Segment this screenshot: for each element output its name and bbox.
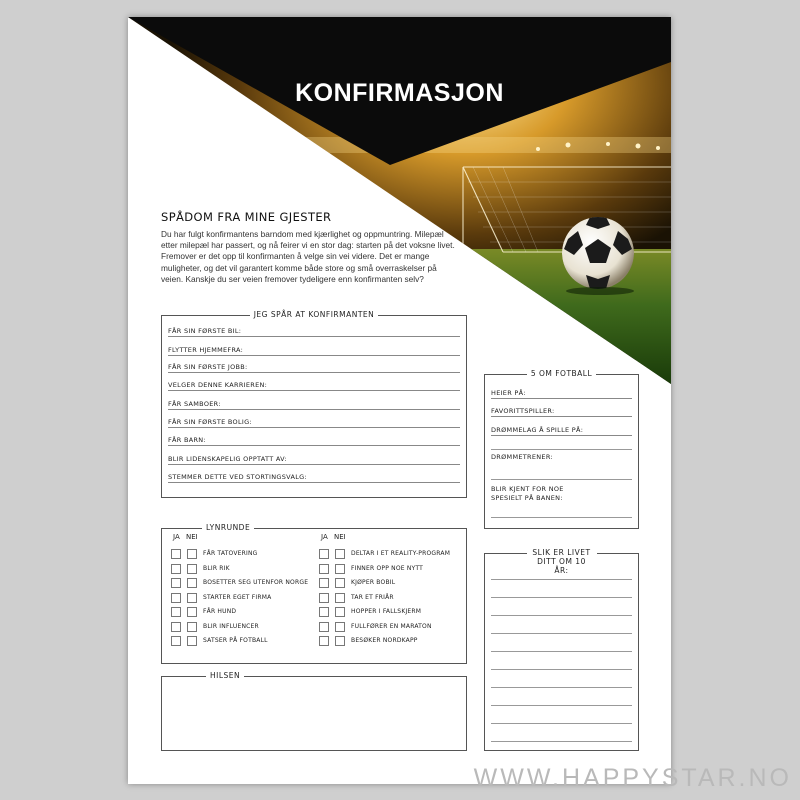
ja-checkbox[interactable]	[319, 636, 329, 646]
predict-box-title: JEG SPÅR AT KONFIRMANTEN	[250, 310, 379, 319]
life-line[interactable]	[491, 741, 632, 742]
ja-checkbox[interactable]	[319, 578, 329, 588]
life-line[interactable]	[491, 669, 632, 670]
greeting-title: HILSEN	[206, 671, 244, 680]
predict-field-9[interactable]: STEMMER DETTE VED STORTINGSVALG:	[168, 473, 460, 483]
lightning-round-label: BLIR RIK	[203, 564, 230, 572]
football-field-4[interactable]: DRØMMETRENER:	[491, 453, 553, 461]
life-line[interactable]	[491, 651, 632, 652]
predict-field-4[interactable]: VELGER DENNE KARRIEREN:	[168, 381, 460, 391]
form-sheet	[128, 17, 671, 784]
life-line[interactable]	[491, 579, 632, 580]
predict-field-6[interactable]: FÅR SIN FØRSTE BOLIG:	[168, 418, 460, 428]
lightning-round-label: TAR ET FRIÅR	[351, 593, 394, 601]
football-field-2[interactable]: FAVORITTSPILLER:	[491, 407, 632, 417]
nei-checkbox[interactable]	[335, 564, 345, 574]
nei-checkbox[interactable]	[335, 607, 345, 617]
ja-checkbox[interactable]	[171, 549, 181, 559]
lightning-round-box	[161, 523, 467, 664]
lightning-round-label: STARTER EGET FIRMA	[203, 593, 272, 601]
lightning-round-label: BESØKER NORDKAPP	[351, 637, 418, 644]
football-field-1[interactable]: HEIER PÅ:	[491, 389, 632, 399]
life-line[interactable]	[491, 615, 632, 616]
life-line[interactable]	[491, 687, 632, 688]
nei-checkbox[interactable]	[335, 636, 345, 646]
nei-checkbox[interactable]	[187, 564, 197, 574]
ja-label-left: JA	[173, 533, 180, 541]
nei-checkbox[interactable]	[335, 549, 345, 559]
nei-label-right: NEI	[334, 533, 346, 541]
ja-checkbox[interactable]	[171, 564, 181, 574]
lightning-round-label: FÅR TATOVERING	[203, 550, 258, 557]
lightning-round-label: FINNER OPP NOE NYTT	[351, 564, 424, 572]
life-box-title: SLIK ER LIVET DITT OM 10 ÅR:	[527, 548, 597, 575]
ja-checkbox[interactable]	[319, 593, 329, 603]
football-field-3[interactable]: DRØMMELAG Å SPILLE PÅ:	[491, 426, 632, 436]
ja-checkbox[interactable]	[319, 564, 329, 574]
predict-field-3[interactable]: FÅR SIN FØRSTE JOBB:	[168, 363, 460, 373]
ja-checkbox[interactable]	[171, 607, 181, 617]
life-line[interactable]	[491, 597, 632, 598]
ja-label-right: JA	[321, 533, 328, 541]
nei-checkbox[interactable]	[187, 636, 197, 646]
ja-checkbox[interactable]	[319, 607, 329, 617]
nei-label-left: NEI	[186, 533, 198, 541]
predict-field-1[interactable]: FÅR SIN FØRSTE BIL:	[168, 327, 460, 337]
lightning-round-label: BLIR INFLUENCER	[203, 622, 259, 630]
nei-checkbox[interactable]	[335, 578, 345, 588]
football-box-title: 5 OM FOTBALL	[527, 369, 596, 378]
predict-box	[161, 310, 467, 498]
ja-checkbox[interactable]	[319, 549, 329, 559]
football-box	[484, 369, 639, 529]
nei-checkbox[interactable]	[187, 549, 197, 559]
predict-field-5[interactable]: FÅR SAMBOER:	[168, 400, 460, 410]
ja-checkbox[interactable]	[171, 622, 181, 632]
ja-checkbox[interactable]	[171, 636, 181, 646]
football-field-5[interactable]: BLIR KJENT FOR NOE SPESIELT PÅ BANEN:	[491, 485, 564, 502]
nei-checkbox[interactable]	[335, 622, 345, 632]
greeting-box[interactable]	[161, 671, 467, 751]
lightning-round-label: DELTAR I ET REALITY-PROGRAM	[351, 550, 451, 557]
website-watermark: WWW.HAPPYSTAR.NO	[473, 764, 792, 792]
life-box	[484, 548, 639, 751]
page-title: KONFIRMASJON	[295, 79, 504, 107]
lightning-round-label: SATSER PÅ FOTBALL	[203, 637, 268, 644]
nei-checkbox[interactable]	[187, 578, 197, 588]
life-line[interactable]	[491, 705, 632, 706]
lightning-round-title: LYNRUNDE	[202, 523, 254, 532]
lightning-round-label: KJØPER BOBIL	[351, 579, 396, 586]
lightning-round-label: HOPPER I FALLSKJERM	[351, 608, 422, 615]
football-extra-line[interactable]	[491, 449, 632, 450]
life-line[interactable]	[491, 723, 632, 724]
nei-checkbox[interactable]	[187, 607, 197, 617]
life-line[interactable]	[491, 633, 632, 634]
ja-checkbox[interactable]	[319, 622, 329, 632]
nei-checkbox[interactable]	[187, 593, 197, 603]
prediction-heading: SPÅDOM FRA MINE GJESTER	[161, 210, 332, 224]
predict-field-8[interactable]: BLIR LIDENSKAPELIG OPPTATT AV:	[168, 455, 460, 465]
lightning-round-label: FÅR HUND	[203, 608, 237, 615]
football-field-5-line[interactable]	[491, 517, 632, 518]
predict-field-7[interactable]: FÅR BARN:	[168, 436, 460, 446]
nei-checkbox[interactable]	[335, 593, 345, 603]
prediction-intro-text: Du har fulgt konfirmantens barndom med kjærlighet og oppmuntring. Milepæl etter milepæl har passert, og nå feirer vi en stor dag: starten på det voksne livet. Fremover er det opp til konfirmanten å velge sin vei videre. Det er mange muligheter, og det vil garantert komme både store og små overraskelser på veien. Kanskje du ser veien fremover tydeligere enn konfirmanten selv?	[161, 229, 455, 284]
nei-checkbox[interactable]	[187, 622, 197, 632]
lightning-round-label: BOSETTER SEG UTENFOR NORGE	[203, 579, 309, 586]
ja-checkbox[interactable]	[171, 593, 181, 603]
football-field-4-line[interactable]	[491, 479, 632, 480]
predict-field-2[interactable]: FLYTTER HJEMMEFRA:	[168, 346, 460, 356]
lightning-round-label: FULLFØRER EN MARATON	[351, 622, 432, 630]
ja-checkbox[interactable]	[171, 578, 181, 588]
